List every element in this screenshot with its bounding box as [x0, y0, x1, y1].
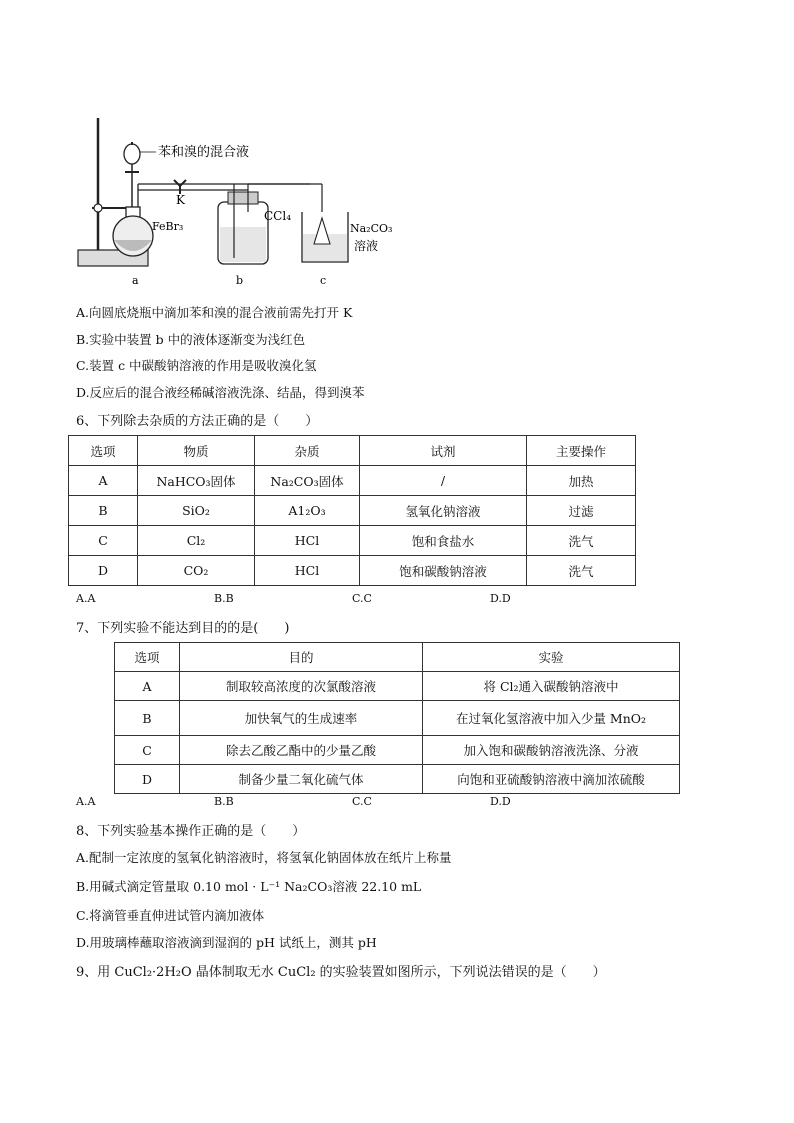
table-row: [69, 556, 636, 586]
q7-cell: B: [115, 701, 180, 736]
q7-choice-b: B.B: [214, 795, 234, 808]
q6-cell: B: [69, 496, 138, 526]
q6-header-cell: 杂质: [255, 436, 360, 466]
q7-header-row: [115, 643, 680, 672]
q6-choice-b: B.B: [214, 592, 234, 605]
q7-header-cell: 选项: [115, 643, 180, 672]
table-row: [69, 466, 636, 496]
q7-cell: 将 Cl₂通入碳酸钠溶液中: [423, 672, 680, 701]
q6-header-row: [69, 436, 636, 466]
table-row: [115, 736, 680, 765]
q5-option-b: B.实验中装置 b 中的液体逐渐变为浅红色: [76, 332, 306, 347]
q7-cell: 制备少量二氧化硫气体: [180, 765, 423, 794]
q6-cell: Na₂CO₃固体: [255, 466, 360, 496]
q7-cell: 除去乙酸乙酯中的少量乙酸: [180, 736, 423, 765]
q7-header-cell: 目的: [180, 643, 423, 672]
figure-label-k: K: [176, 193, 185, 207]
q6-cell: 洗气: [527, 556, 636, 586]
q6-choice-c: C.C: [352, 592, 372, 605]
q7-cell: A: [115, 672, 180, 701]
figure-label-solution: 溶液: [354, 239, 379, 253]
table-row: [115, 672, 680, 701]
q6-cell: SiO₂: [138, 496, 255, 526]
figure-label-b: b: [236, 274, 244, 287]
q6-choices: [76, 592, 556, 606]
figure-label-mix: 苯和溴的混合液: [158, 145, 250, 160]
q6-cell: C: [69, 526, 138, 556]
q7-cell: 制取较高浓度的次氯酸溶液: [180, 672, 423, 701]
q7-header-cell: 实验: [423, 643, 680, 672]
figure-label-febr3: FeBr₃: [152, 220, 184, 233]
q7-cell: 向饱和亚硫酸钠溶液中滴加浓硫酸: [423, 765, 680, 794]
q7-cell: 加入饱和碳酸钠溶液洗涤、分液: [423, 736, 680, 765]
q6-header-cell: 试剂: [360, 436, 527, 466]
q6-cell: CO₂: [138, 556, 255, 586]
q6-cell: 氢氧化钠溶液: [360, 496, 527, 526]
q6-cell: NaHCO₃固体: [138, 466, 255, 496]
figure-label-a: a: [132, 274, 139, 287]
q7-choice-a: A.A: [76, 795, 96, 808]
q7-cell: D: [115, 765, 180, 794]
q7-table: [114, 642, 680, 794]
q7-cell: 在过氧化氢溶液中加入少量 MnO₂: [423, 701, 680, 736]
q6-cell: A: [69, 466, 138, 496]
q5-option-d: D.反应后的混合液经稀碱溶液洗涤、结晶，得到溴苯: [76, 385, 365, 400]
q6-cell: 饱和碳酸钠溶液: [360, 556, 527, 586]
q6-cell: Cl₂: [138, 526, 255, 556]
q6-cell: HCl: [255, 556, 360, 586]
q6-table: [68, 435, 636, 586]
q7-cell: C: [115, 736, 180, 765]
q8-option-c: C.将滴管垂直伸进试管内滴加液体: [76, 908, 265, 923]
table-row: [69, 526, 636, 556]
q6-cell: A1₂O₃: [255, 496, 360, 526]
q6-cell: /: [360, 466, 527, 496]
q6-stem: 6、下列除去杂质的方法正确的是（ ）: [76, 414, 319, 429]
q6-header-cell: 主要操作: [527, 436, 636, 466]
q8-option-d: D.用玻璃棒蘸取溶液滴到湿润的 pH 试纸上，测其 pH: [76, 935, 377, 950]
table-row: [115, 765, 680, 794]
figure-label-ccl4: CCl₄: [264, 209, 292, 223]
q9-stem: 9、用 CuCl₂·2H₂O 晶体制取无水 CuCl₂ 的实验装置如图所示，下列说法错误的是（ ）: [76, 965, 606, 980]
q5-option-c: C.装置 c 中碳酸钠溶液的作用是吸收溴化氢: [76, 358, 317, 373]
q6-cell: 加热: [527, 466, 636, 496]
q5-option-a: A.向圆底烧瓶中滴加苯和溴的混合液前需先打开 K: [76, 305, 353, 320]
q8-stem: 8、下列实验基本操作正确的是（ ）: [76, 824, 306, 839]
q6-choice-d: D.D: [490, 592, 511, 605]
q6-choice-a: A.A: [76, 592, 96, 605]
apparatus-figure: [70, 112, 400, 292]
q6-cell: HCl: [255, 526, 360, 556]
q7-choices: [76, 795, 556, 809]
q6-cell: 饱和食盐水: [360, 526, 527, 556]
q6-cell: 洗气: [527, 526, 636, 556]
q7-choice-d: D.D: [490, 795, 511, 808]
table-row: [69, 496, 636, 526]
q7-choice-c: C.C: [352, 795, 372, 808]
table-row: [115, 701, 680, 736]
q8-option-a: A.配制一定浓度的氢氧化钠溶液时，将氢氧化钠固体放在纸片上称量: [76, 850, 452, 865]
figure-label-na2co3: Na₂CO₃: [350, 222, 393, 235]
q7-stem: 7、下列实验不能达到目的的是( ): [76, 621, 290, 636]
q6-header-cell: 选项: [69, 436, 138, 466]
figure-label-c: c: [320, 274, 327, 287]
q7-cell: 加快氧气的生成速率: [180, 701, 423, 736]
q6-header-cell: 物质: [138, 436, 255, 466]
q6-cell: D: [69, 556, 138, 586]
q8-option-b: B.用碱式滴定管量取 0.10 mol · L⁻¹ Na₂CO₃溶液 22.10 mL: [76, 879, 422, 894]
q6-cell: 过滤: [527, 496, 636, 526]
